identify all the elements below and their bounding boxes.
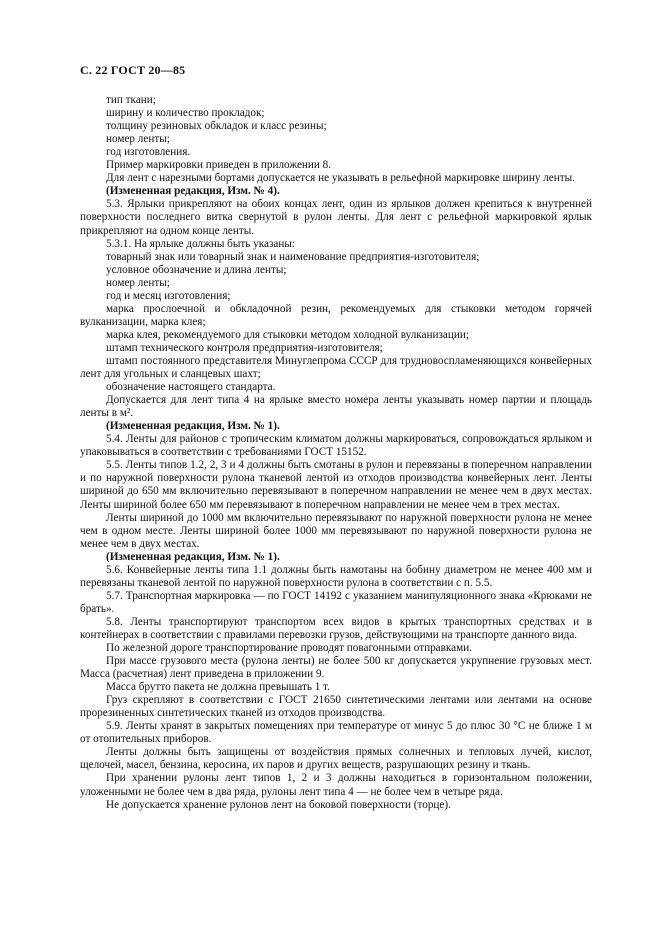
paragraph: 5.8. Ленты транспортируют транспортом всех видов в крытых транспортных средствах и в контейнерах в соответствии с правилами перевозки грузов, действующими на транспорте данного вида. bbox=[80, 615, 592, 641]
paragraph: Ленты шириной до 1000 мм включительно перевязывают по наружной поверхности рулона не менее чем в одном месте. Ленты шириной более 1000 мм перевязывают по наружной поверхности рулона не менее чем в двух местах. bbox=[80, 511, 592, 550]
paragraph: 5.3.1. На ярлыке должны быть указаны: bbox=[106, 237, 295, 250]
paragraph: толщину резиновых обкладок и класс резины; bbox=[106, 120, 327, 133]
paragraph: Допускается для лент типа 4 на ярлыке вместо номера ленты указывать номер партии и площадь ленты в м². bbox=[80, 394, 592, 420]
paragraph: год изготовления. bbox=[106, 146, 191, 159]
paragraph: номер ленты; bbox=[106, 276, 170, 289]
paragraph: тип ткани; bbox=[106, 94, 156, 107]
paragraph: Не допускается хранение рулонов лент на боковой поверхности (торце). bbox=[106, 798, 451, 811]
body-text bbox=[80, 94, 592, 812]
paragraph: 5.7. Транспортная маркировка — по ГОСТ 14192 с указанием манипуляционного знака «Крюками не брать». bbox=[80, 589, 592, 615]
page-header: С. 22 ГОСТ 20—85 bbox=[80, 63, 186, 77]
paragraph: условное обозначение и длина ленты; bbox=[106, 263, 287, 276]
amendment-note: (Измененная редакция, Изм. № 1). bbox=[106, 550, 280, 563]
paragraph: марка прослоечной и обкладочной резин, рекомендуемых для стыковки методом горячей вулканизации, марка клея; bbox=[80, 302, 592, 328]
paragraph: штамп технического контроля предприятия-изготовителя; bbox=[106, 341, 383, 354]
paragraph: 5.3. Ярлыки прикрепляют на обоих концах лент, один из ярлыков должен крепиться к внутренней поверхности последнего витка свернутой в рулон ленты. Для лент с рельефной маркировкой ярлык прикрепляют на одном конце ленты. bbox=[80, 198, 592, 237]
paragraph: обозначение настоящего стандарта. bbox=[106, 381, 276, 394]
amendment-note: (Измененная редакция, Изм. № 4). bbox=[106, 185, 280, 198]
paragraph: товарный знак или товарный знак и наименование предприятия-изготовителя; bbox=[106, 250, 480, 263]
paragraph: год и месяц изготовления; bbox=[106, 289, 231, 302]
document-page bbox=[80, 64, 592, 812]
paragraph: марка клея, рекомендуемого для стыковки методом холодной вулканизации; bbox=[106, 328, 469, 341]
paragraph: 5.4. Ленты для районов с тропическим климатом должны маркироваться, сопровождаться ярлыком и упаковываться в соответствии с требованиями ГОСТ 15152. bbox=[80, 433, 592, 459]
paragraph: 5.5. Ленты типов 1.2, 2, 3 и 4 должны быть смотаны в рулон и перевязаны в поперечном направлении и по наружной поверхности рулона тканевой лентой из отходов производства конвейерных лент. Ленты шириной до 650 мм включительно перевязывают в поперечном направлении не менее чем в двух местах. Ленты шириной более 650 мм перевязывают в поперечном направлении не менее чем в трех местах. bbox=[80, 459, 592, 511]
paragraph: ширину и количество прокладок; bbox=[106, 107, 265, 120]
paragraph: При массе грузового места (рулона ленты) не более 500 кг допускается укрупнение грузовых мест. Масса (расчетная) лент приведена в приложении 9. bbox=[80, 655, 592, 681]
paragraph: При хранении рулоны лент типов 1, 2 и 3 должны находиться в горизонтальном положении, уложенными не более чем в два ряда, рулоны лент типа 4 — не более чем в четыре ряда. bbox=[80, 772, 592, 798]
paragraph: 5.6. Конвейерные ленты типа 1.1 должны быть намотаны на бобину диаметром не менее 400 мм и перевязаны тканевой лентой по наружной поверхности рулона в соответствии с п. 5.5. bbox=[80, 563, 592, 589]
paragraph: 5.9. Ленты хранят в закрытых помещениях при температуре от минус 5 до плюс 30 °С не ближе 1 м от отопительных приборов. bbox=[80, 720, 592, 746]
paragraph: Масса брутто пакета не должна превышать 1 т. bbox=[106, 681, 330, 694]
paragraph: штамп постоянного представителя Минуглепрома СССР для трудновоспламеняющихся конвейерных лент для угольных и сланцевых шахт; bbox=[80, 354, 592, 381]
amendment-note: (Измененная редакция, Изм. № 1). bbox=[106, 420, 280, 433]
paragraph: номер ленты; bbox=[106, 133, 170, 146]
paragraph: По железной дороге транспортирование проводят повагонными отправками. bbox=[106, 642, 473, 655]
paragraph: Ленты должны быть защищены от воздействия прямых солнечных и тепловых лучей, кислот, щелочей, масел, бензина, керосина, их паров и других веществ, разрушающих резину и ткань. bbox=[80, 746, 592, 772]
paragraph: Для лент с нарезными бортами допускается не указывать в рельефной маркировке ширину ленты. bbox=[106, 172, 575, 185]
paragraph: Пример маркировки приведен в приложении 8. bbox=[106, 159, 332, 172]
paragraph: Груз скрепляют в соответствии с ГОСТ 21650 синтетическими лентами или лентами на основе прорезиненных синтетических тканей из отходов производства. bbox=[80, 694, 592, 720]
